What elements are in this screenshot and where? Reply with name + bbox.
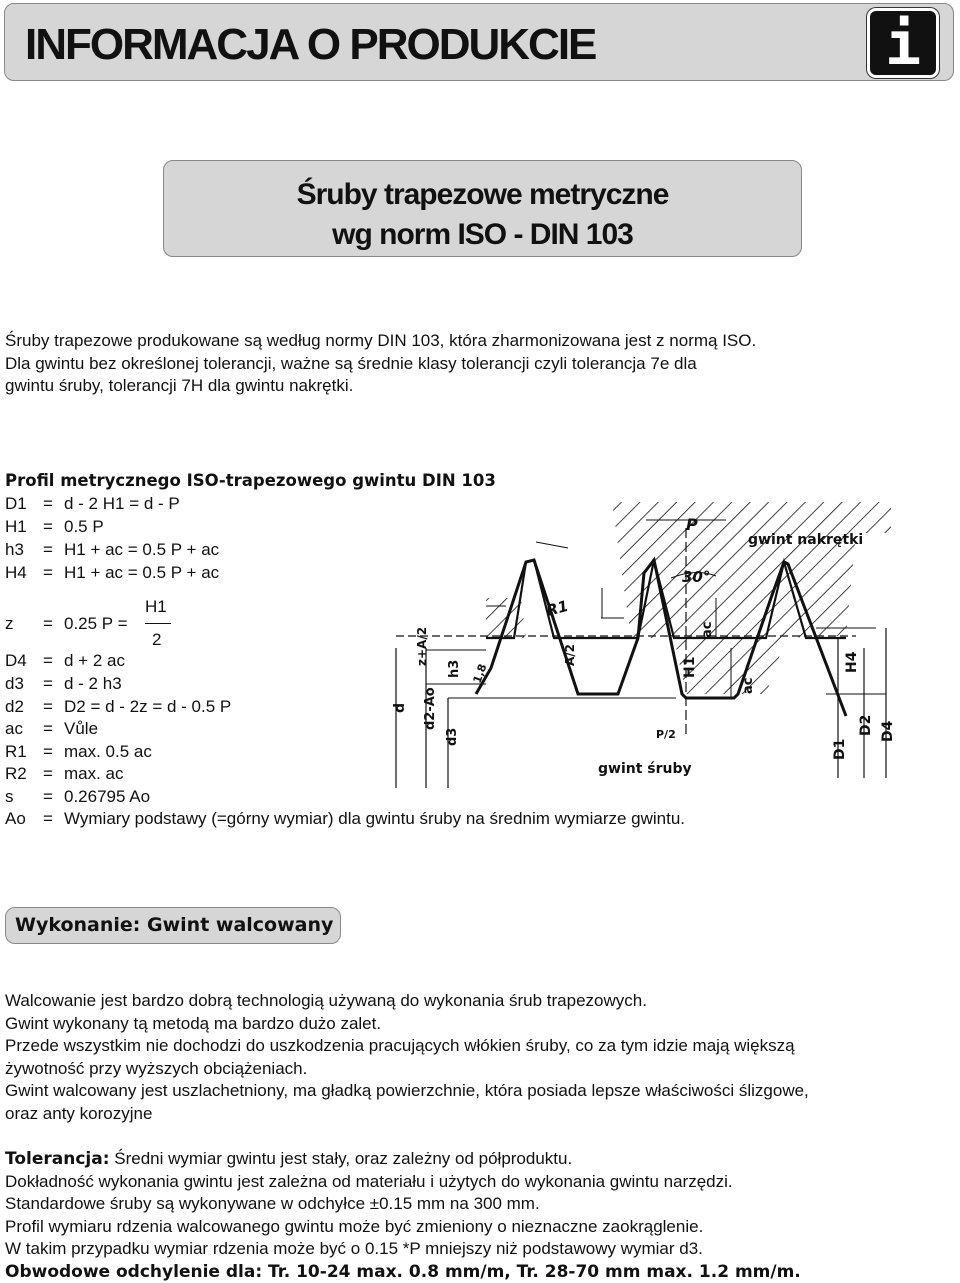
page-title: INFORMACJA O PRODUKCIE [25,20,595,70]
tolerance-final: Obwodowe odchylenie dla: Tr. 10-24 max. 0.8 mm/m, Tr. 28-70 mm max. 1.2 mm/m. [5,1261,801,1283]
thread-profile-diagram [386,498,896,788]
intro-line: gwintu śruby, tolerancji 7H dla gwintu nakrętki. [5,375,756,398]
intro-line: Śruby trapezowe produkowane są według normy DIN 103, która zharmonizowana jest z normą ISO. [5,330,756,353]
page-header [4,3,954,81]
body-line: Przede wszystkim nie dochodzi do uszkodzenia pracujących włókien śruby, co za tym idzie mają większą [5,1035,809,1058]
label-A2: A/2 [563,644,577,666]
intro-line: Dla gwintu bez określonej tolerancji, ważne są średnie klasy tolerancji czyli tolerancja 7e dla [5,353,756,376]
intro-paragraph [5,330,756,398]
fraction-bar [145,623,171,624]
label-d: d [392,703,408,713]
label-D2: D2 [858,715,874,736]
body-line: Gwint wykonany tą metodą ma bardzo dużo zalet. [5,1013,809,1036]
label-h3: h3 [447,660,462,678]
subtitle-line-1: Śruby trapezowe metryczne [164,175,801,215]
label-H4: H4 [844,651,860,673]
subtitle-line-2: wg norm ISO - DIN 103 [164,215,801,255]
subtitle-box [163,160,802,257]
formula-row: R2 = max. ac [5,763,124,785]
info-icon: i [867,8,939,78]
formula-row: D1 = d - 2 H1 = d - P [5,493,180,515]
formula-row: z = 0.25 P = [5,613,128,635]
tolerance-line: Dokładność wykonania gwintu jest zależna od materiału i użytych do wykonania gwintu narzędzi. [5,1171,801,1194]
label-zA: z+A/2 [415,627,429,666]
label-H1: H1 [682,657,698,678]
tolerance-line: W takim przypadku wymiar rdzenia może być o 0.15 *P mniejszy niż podstawowy wymiar d3. [5,1238,801,1261]
body-line: żywotność przy wyższych obciążeniach. [5,1058,809,1081]
formula-row: D4 = d + 2 ac [5,650,125,672]
body-line: Gwint walcowany jest uszlachetniony, ma gładką powierzchnie, która posiada lepsze właściwości ślizgowe, [5,1080,809,1103]
fraction-denominator: 2 [152,630,161,650]
body-paragraph [5,990,809,1125]
tolerance-line: Standardowe śruby są wykonywane w odchyłce ±0.15 mm na 300 mm. [5,1193,801,1216]
formula-row: ac = Vůle [5,718,98,740]
formula-row: d2 = D2 = d - 2z = d - 0.5 P [5,696,231,718]
formula-row: s = 0.26795 Ao [5,786,150,808]
body-line: oraz anty korozyjne [5,1103,809,1126]
formula-row: h3 = H1 + ac = 0.5 P + ac [5,539,219,561]
label-screw: gwint śruby [598,761,692,777]
tolerance-label: Tolerancja: [5,1149,110,1169]
label-d3: d3 [445,728,460,746]
fraction-numerator: H1 [145,597,167,617]
tolerance-line: Tolerancja: Średni wymiar gwintu jest stały, oraz zależny od półproduktu. [5,1148,801,1171]
label-ac-bottom: ac [741,678,756,694]
label-r18: 1,8 [471,662,490,685]
tolerance-paragraph [5,1148,801,1283]
label-angle: 30° [682,568,710,586]
label-P: P [686,515,698,534]
body-line: Walcowanie jest bardzo dobrą technologią używaną do wykonania śrub trapezowych. [5,990,809,1013]
formula-row: R1 = max. 0.5 ac [5,741,152,763]
formula-row: H4 = H1 + ac = 0.5 P + ac [5,562,219,584]
label-p2: P/2 [656,728,676,741]
formula-row: Ao = Wymiary podstawy (=górny wymiar) dla gwintu śruby na średnim wymiarze gwintu. [5,808,685,830]
label-nut: gwint nakrętki [748,532,863,548]
label-D1: D1 [832,739,848,760]
formula-row: d3 = d - 2 h3 [5,673,122,695]
label-d2Ao: d2-Ao [423,687,438,730]
tolerance-line: Profil wymiaru rdzenia walcowanego gwintu może być zmieniony o nieznaczne zaokrąglenie. [5,1216,801,1239]
section-execution-button[interactable]: Wykonanie: Gwint walcowany [5,907,341,944]
label-R1: R1 [544,597,570,620]
label-ac-top: ac [700,622,715,638]
profile-heading: Profil metrycznego ISO-trapezowego gwintu DIN 103 [5,470,496,493]
label-D4: D4 [880,720,896,742]
formula-row: H1 = 0.5 P [5,516,104,538]
